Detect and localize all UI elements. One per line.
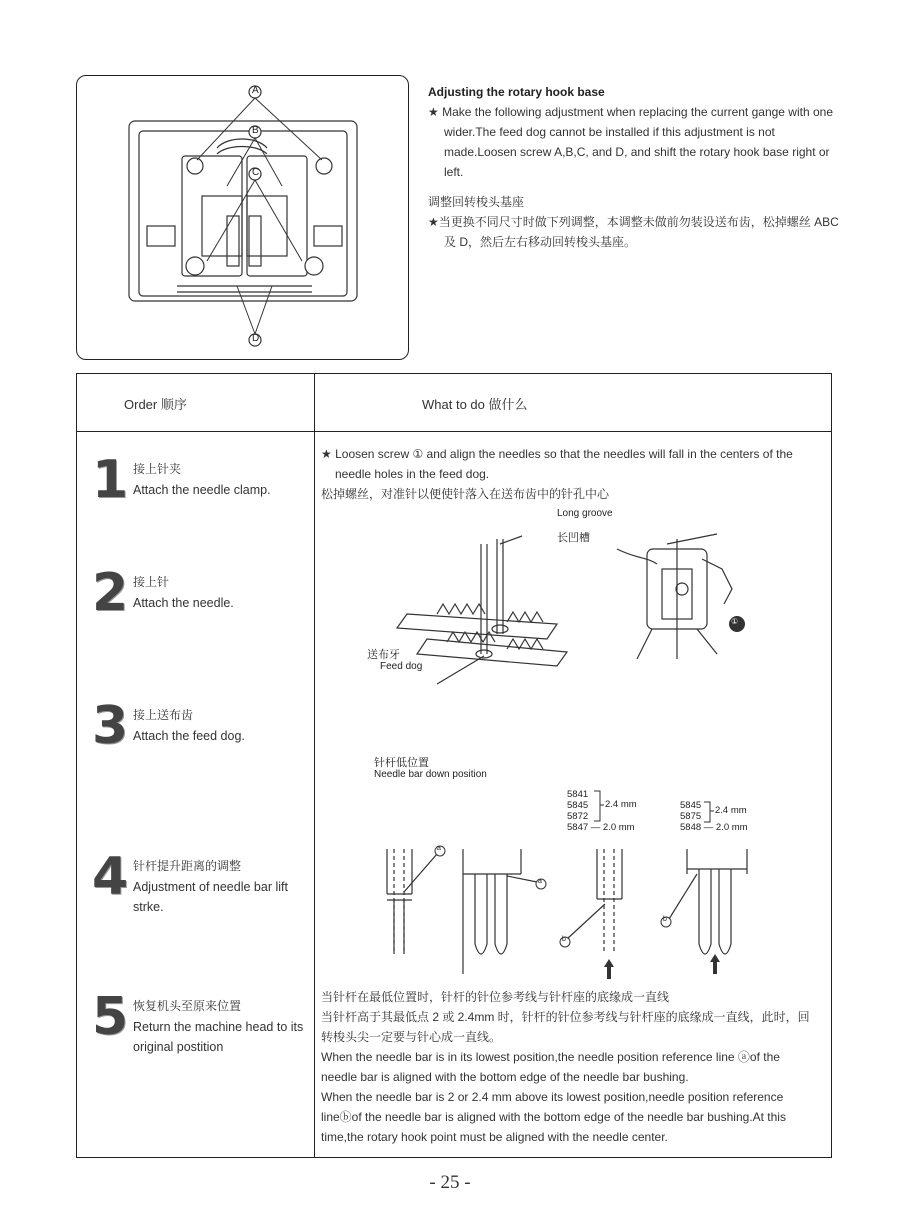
marker-b: b <box>663 916 667 923</box>
rotary-hook-base-drawing <box>77 76 408 359</box>
header-order: Order 顺序 <box>124 397 187 412</box>
step-number: 2 <box>92 563 129 623</box>
final-instructions <box>321 987 811 1147</box>
adjusting-instruction-cn: ★当更换不同尺寸时做下列调整，本调整未做前勿装设送布齿，松掉螺丝 ABC 及 D，然后左右移动回转梭头基座。 <box>428 215 839 249</box>
final-instruction-en-1: When the needle bar is in its lowest position,the needle position reference line ⓐof the needle bar is aligned with the bottom edge of the needle bar bushing. <box>321 1050 780 1084</box>
marker-a: a <box>538 878 542 885</box>
step-label-en: Adjustment of needle bar lift strke. <box>133 880 288 914</box>
procedure-table <box>76 373 832 1158</box>
spec-model: 5872 <box>567 811 589 822</box>
label-a: A <box>252 85 259 96</box>
long-groove-label-en: Long groove <box>557 508 613 519</box>
spec-model: 5847 <box>567 822 589 833</box>
loosen-instruction-en: ★ Loosen screw ① and align the needles so that the needles will fall in the centers of the needle holes in the feed dog. <box>321 447 793 481</box>
adjusting-instruction-en: ★ Make the following adjustment when replacing the current gange with one wider.The feed dog cannot be installed if this adjustment is not made.Loosen screw A,B,C, and D, and shift the rotary hook base right or left. <box>428 105 833 179</box>
step-label-en: Attach the needle. <box>133 596 234 610</box>
spec-model: 5845 <box>567 800 589 811</box>
machine-head-drawing <box>607 529 757 669</box>
final-instruction-en-2: When the needle bar is 2 or 2.4 mm above its lowest position,needle position reference lineⓑof the needle bar is aligned with the bottom edge of the needle bar bushing.At this time,the rotary hook point must be aligned with the needle center. <box>321 1090 786 1144</box>
spec-bracket-2 <box>702 800 716 824</box>
step-label-en: Return the machine head to its original postition <box>133 1020 304 1054</box>
spec-value: 2.4 mm <box>715 805 747 816</box>
feed-dog-label-cn: 送布牙 <box>367 649 400 661</box>
screw-number: ① <box>731 617 739 626</box>
step-label-en: Attach the needle clamp. <box>133 483 271 497</box>
needle-bar-diagrams <box>377 844 767 984</box>
adjusting-title: Adjusting the rotary hook base <box>428 85 605 99</box>
marker-b: b <box>562 936 566 943</box>
spec-model: 5841 <box>567 789 589 800</box>
label-b: B <box>252 125 259 136</box>
spec-value: 2.0 mm <box>602 822 635 833</box>
needle-bar-label-cn: 针杆低位置 <box>374 757 429 769</box>
final-instruction-cn-1: 当针杆在最低位置时，针杆的针位参考线与针杆座的底缘成一直线 <box>321 990 670 1004</box>
header-what-to-do: What to do 做什么 <box>422 397 528 412</box>
label-c: C <box>252 167 260 178</box>
step-label-cn: 接上针 <box>133 575 170 589</box>
step-label-cn: 恢复机头至原来位置 <box>133 999 242 1013</box>
long-groove-label-cn: 长凹槽 <box>557 532 590 544</box>
marker-a: a <box>437 845 441 852</box>
loosen-instruction-cn: 松掉螺丝，对准针以便使针落入在送布齿中的针孔中心 <box>321 487 610 501</box>
needle-bar-label-en: Needle bar down position <box>374 769 487 780</box>
step-number: 4 <box>92 847 129 907</box>
page-number: - 25 - <box>429 1172 471 1193</box>
spec-group-1: 5841 5845 5872 5847 — 2.0 mm <box>567 789 635 833</box>
step-number: 5 <box>92 987 129 1047</box>
adjusting-section <box>428 82 848 252</box>
header-divider <box>77 431 831 432</box>
step-label-cn: 接上针夹 <box>133 462 182 476</box>
spec-model: 5845 <box>680 800 702 811</box>
spec-model: 5875 <box>680 811 702 822</box>
feed-dog-label-en: Feed dog <box>380 661 423 672</box>
step-label-en: Attach the feed dog. <box>133 729 245 743</box>
step-label-cn: 接上送布齿 <box>133 708 194 722</box>
spec-value: 2.4 mm <box>605 799 637 810</box>
spec-value: 2.0 mm <box>715 822 748 833</box>
label-d: D <box>252 333 260 344</box>
step-number: 3 <box>92 696 129 756</box>
spec-group-2: 5845 5875 5848 — 2.0 mm <box>680 800 748 833</box>
step-number: 1 <box>92 450 129 510</box>
spec-model: 5848 <box>680 822 702 833</box>
rotary-hook-base-figure <box>76 75 409 360</box>
spec-bracket-1 <box>592 789 606 823</box>
final-instruction-cn-2: 当针杆高于其最低点 2 或 2.4mm 时，针杆的针位参考线与针杆座的底缘成一直线，此时，回转梭头尖一定要与针心成一直线。 <box>321 1010 810 1044</box>
adjusting-title-cn: 调整回转梭头基座 <box>428 195 525 209</box>
column-divider <box>314 374 315 1157</box>
step-label-cn: 针杆提升距离的调整 <box>133 859 242 873</box>
